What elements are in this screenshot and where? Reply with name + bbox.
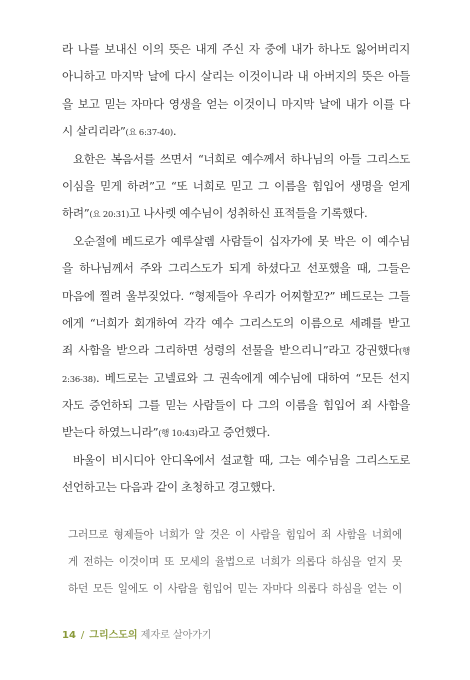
scripture-reference: (행 xyxy=(399,346,410,357)
body-line xyxy=(62,447,410,474)
body-line xyxy=(62,419,410,446)
body-line xyxy=(62,474,410,501)
quote-line xyxy=(68,549,402,576)
body-line xyxy=(62,118,410,145)
body-line xyxy=(62,337,410,364)
body-line-text: 고 나사렛 예수님이 성취하신 표적들을 기록했다. xyxy=(129,206,368,221)
scripture-reference: (요 6:37-40) xyxy=(125,127,173,138)
block-quote xyxy=(68,522,402,604)
scripture-reference: 2:36-38) xyxy=(62,373,96,384)
footer-separator: / xyxy=(80,630,85,641)
body-line xyxy=(62,36,410,63)
body-line xyxy=(62,255,410,282)
body-text xyxy=(62,36,410,502)
body-line-text: 을 보고 믿는 자마다 영생을 얻는 이것이니 마지막 날에 내가 이를 다 xyxy=(62,96,410,111)
body-line xyxy=(62,146,410,173)
page-footer xyxy=(62,626,212,641)
scripture-reference: (요 20:31) xyxy=(89,209,130,220)
body-line-text: 자도 증언하되 그를 믿는 사람들이 다 그의 이름을 힘입어 죄 사함을 xyxy=(62,398,410,413)
body-line xyxy=(62,63,410,90)
quote-line-text: 게 전하는 이것이며 또 모세의 율법으로 너희가 의롭다 하심을 얻지 못 xyxy=(68,556,402,569)
quote-line xyxy=(68,522,402,549)
body-line-text: 마음에 찔려 울부짖었다. “형제들아 우리가 어찌할꼬?” 베드로는 그들 xyxy=(62,288,410,303)
body-line-text: 시 살리리라” xyxy=(62,124,126,139)
body-line-text: 죄 사함을 받으라 그리하면 성령의 선물을 받으리니”라고 강권했다 xyxy=(62,343,400,358)
body-line xyxy=(62,310,410,337)
body-line-text: 이심을 믿게 하려”고 “또 너희로 믿고 그 이름을 힘입어 생명을 얻게 xyxy=(62,178,410,193)
body-line-text: 바울이 비시디아 안디옥에서 설교할 때, 그는 예수님을 그리스도로 xyxy=(73,452,410,467)
body-line xyxy=(62,91,410,118)
page-number: 14 xyxy=(62,630,76,641)
scripture-reference: (행 10:43) xyxy=(158,428,198,439)
quote-line-text: 하던 모든 일에도 이 사람을 힘입어 믿는 자마다 의롭다 하심을 얻는 이 xyxy=(68,583,402,596)
body-line-text: 에게 “너희가 회개하여 각각 예수 그리스도의 이름으로 세례를 받고 xyxy=(62,315,410,330)
body-line-text: 요한은 복음서를 쓰면서 “너희로 예수께서 하나님의 아들 그리스도 xyxy=(73,151,410,166)
body-line xyxy=(62,228,410,255)
quote-line-text: 그러므로 형제들아 너희가 알 것은 이 사람을 힘입어 죄 사함을 너희에 xyxy=(68,529,402,541)
body-line xyxy=(62,392,410,419)
quote-line xyxy=(68,576,402,603)
body-line xyxy=(62,283,410,310)
body-line xyxy=(62,365,410,392)
body-line-text: 선언하고는 다음과 같이 초청하고 경고했다. xyxy=(62,480,276,495)
body-line xyxy=(62,173,410,200)
book-subtitle: 제자로 살아가기 xyxy=(137,630,212,641)
book-title: 그리스도의 xyxy=(89,630,138,641)
body-line-text: 받는다 하였느니라” xyxy=(62,425,159,440)
body-line-text: 하려” xyxy=(62,206,90,221)
body-line-text: . 베드로는 고넬료와 그 권속에게 예수님에 대하여 “모든 선지 xyxy=(95,370,410,385)
body-line-text: 아니하고 마지막 날에 다시 살리는 이것이니라 내 아버지의 뜻은 아들 xyxy=(62,69,410,84)
body-line-text: 라고 증언했다. xyxy=(197,425,271,440)
body-line-text: 을 하나님께서 주와 그리스도가 되게 하셨다고 선포했을 때, 그들은 xyxy=(62,261,410,276)
body-line-text: 라 나를 보내신 이의 뜻은 내게 주신 자 중에 내가 하나도 잃어버리지 xyxy=(62,42,410,56)
body-line-text: . xyxy=(172,124,177,139)
body-line-text: 오순절에 베드로가 예루살렘 사람들이 십자가에 못 박은 이 예수님 xyxy=(73,233,410,248)
body-line xyxy=(62,200,410,227)
